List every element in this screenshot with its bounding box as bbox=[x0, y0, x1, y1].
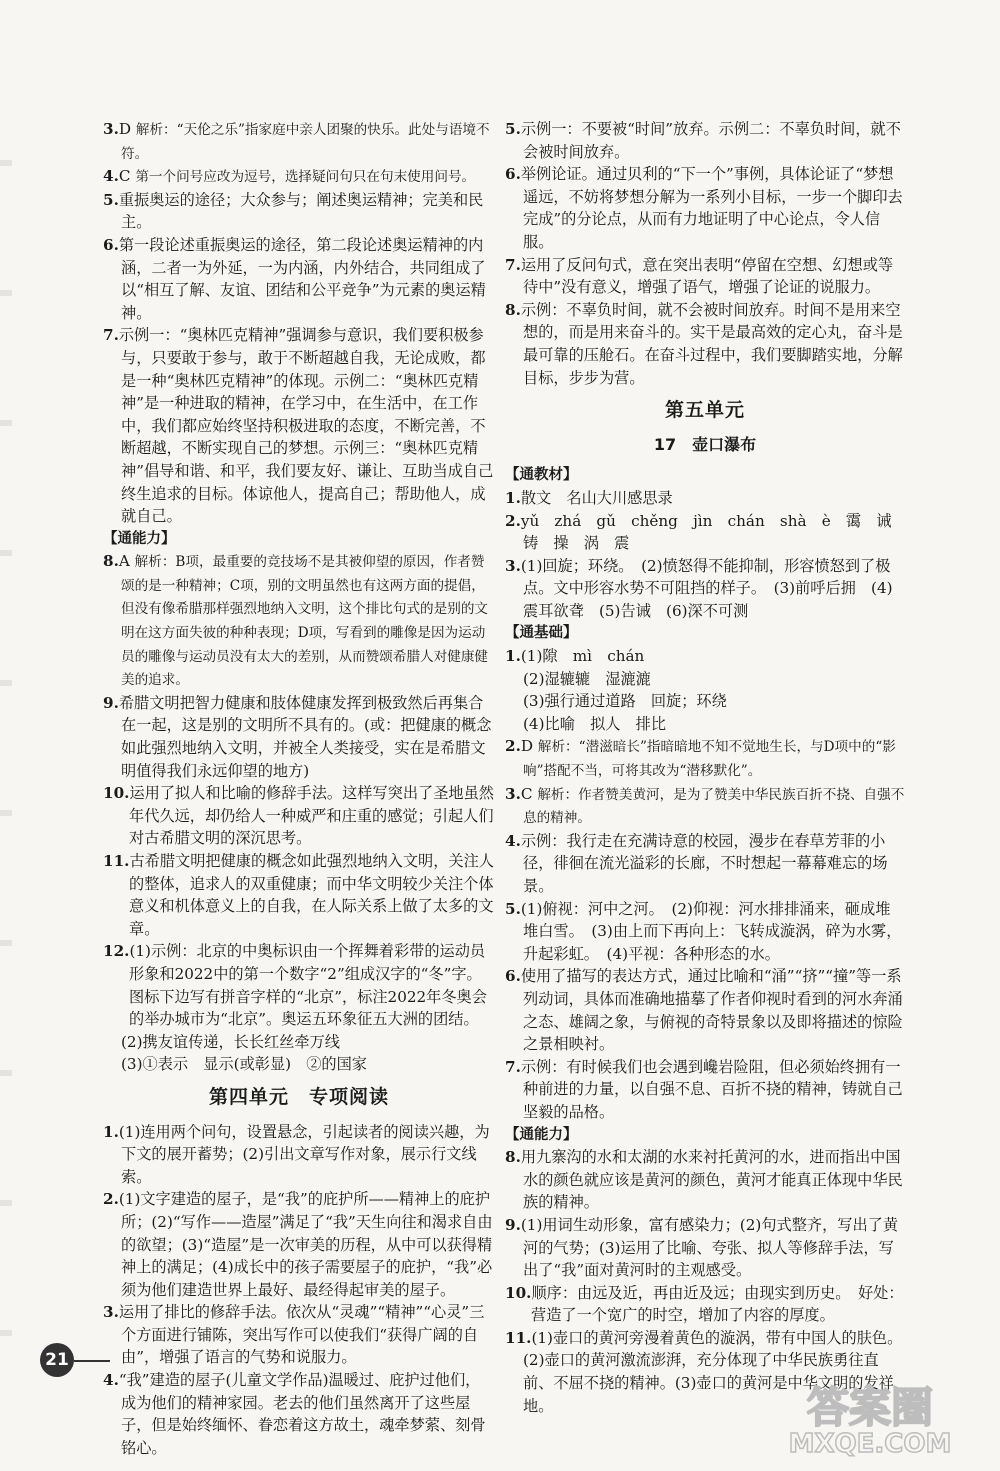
answer-text: yǔ zhá gǔ chěng jìn chán shà è 霭 诫 铸 操 涡 震 bbox=[520, 511, 907, 553]
answer-number: 6. bbox=[505, 165, 521, 184]
answer-item bbox=[505, 1146, 905, 1214]
answer-item bbox=[103, 1188, 495, 1301]
answer-text: 重振奥运的途径；大众参与；阐述奥运精神；完美和民主。 bbox=[118, 190, 484, 232]
answer-item bbox=[505, 830, 905, 898]
section-tag: 【通能力】 bbox=[505, 1126, 578, 1143]
unit-heading: 第四单元 专项阅读 bbox=[208, 1085, 389, 1108]
answer-number: 11. bbox=[505, 1328, 532, 1347]
answer-text: 运用了排比的修辞手法。依次从“灵魂”“精神”“心灵”三个方面进行铺陈，突出写作可以使我们“获得广阔的自由”，增强了语言的气势和说服力。 bbox=[118, 1303, 485, 1367]
answer-number: 10. bbox=[103, 784, 130, 803]
answer-text: 用九寨沟的水和太湖的水来衬托黄河的水，进而指出中国水的颜色就应该是黄河的颜色，黄河才能真正体现中华民族的精神。 bbox=[520, 1148, 903, 1212]
answer-text: (1)连用两个问句，设置悬念，引起读者的阅读兴趣，为下文的展开蓄势；(2)引出文章写作对象，展示行文线索。 bbox=[118, 1122, 490, 1186]
answer-number: 2. bbox=[505, 511, 521, 530]
answer-analysis: 解析：“天伦之乐”指家庭中亲人团聚的快乐。此处与语境不符。 bbox=[121, 122, 490, 162]
answer-item bbox=[103, 782, 495, 850]
answer-subitem: (2)携友谊传递，长长红丝牵万线 bbox=[121, 1032, 340, 1051]
answer-text: 第一段论述重振奥运的途径，第二段论述奥运精神的内涵，二者一为外延，一为内涵，内外结合，共同组成了以“相互了解、友谊、团结和公平竞争”为元素的奥运精神。 bbox=[118, 235, 486, 322]
answer-number: 9. bbox=[505, 1215, 521, 1234]
answer-number: 8. bbox=[103, 552, 119, 571]
answer-number: 2. bbox=[103, 1190, 119, 1209]
section-tag: 【通教材】 bbox=[505, 467, 578, 484]
answer-text: (1)回旋；环绕。 (2)愤怒得不能抑制，形容愤怒到了极点。文中形容水势不可阻挡的样子。 (3)前呼后拥 (4)震耳欲聋 (5)告诫 (6)深不可测 bbox=[520, 556, 893, 620]
watermark-graphic bbox=[770, 1378, 970, 1458]
answer-item bbox=[103, 550, 495, 692]
answer-text: 顺序：由远及近，再由近及远；由现实到历史。 好处：营造了一个宽广的时空，增加了内容的厚度。 bbox=[531, 1283, 904, 1325]
answer-item bbox=[103, 189, 495, 234]
answer-number: 4. bbox=[103, 1371, 119, 1390]
answer-number: 3. bbox=[505, 556, 521, 575]
answer-number: 11. bbox=[103, 852, 130, 870]
answer-text: (1)俯视：河中之河。 (2)仰视：河水排排涌来，砸成堆堆白雪。 (3)由上而下再向上：飞转成漩涡，碎为水雾，升起彩虹。 (4)平视：各种形态的水。 bbox=[520, 899, 902, 963]
right-column bbox=[505, 118, 905, 1417]
answer-text: 示例一：不要被“时间”放弃。示例二：不辜负时间，就不会被时间放弃。 bbox=[520, 120, 901, 161]
watermark-url: MXQE.COM bbox=[788, 1429, 952, 1458]
answer-item bbox=[103, 1301, 495, 1369]
watermark-logo bbox=[770, 1378, 970, 1458]
answer-item bbox=[505, 1056, 905, 1124]
answer-number: 4. bbox=[505, 831, 521, 850]
answer-text: C bbox=[118, 167, 136, 186]
answer-text: 散文 名山大川感思录 bbox=[520, 488, 673, 507]
answer-text: D bbox=[520, 737, 538, 756]
answer-number: 7. bbox=[103, 326, 119, 345]
unit-heading: 第五单元 bbox=[664, 399, 745, 422]
answer-number: 5. bbox=[505, 899, 521, 918]
answer-subitem: (4)比喻 拟人 排比 bbox=[523, 714, 667, 733]
answer-item bbox=[505, 487, 905, 510]
watermark-brand: 答案圈 bbox=[806, 1383, 934, 1432]
answer-number: 1. bbox=[505, 488, 521, 507]
answer-text: D bbox=[118, 120, 136, 138]
answer-number: 1. bbox=[505, 647, 521, 666]
answer-text: 运用了反问句式，意在突出表明“停留在空想、幻想或等待中”没有意义，增强了语气，增强了论证的说服力。 bbox=[520, 255, 894, 297]
answer-number: 1. bbox=[103, 1122, 119, 1141]
answer-item bbox=[505, 1214, 905, 1282]
answer-text: 希腊文明把智力健康和肢体健康发挥到极致然后再集合在一起，这是别的文明所不具有的。(或：把健康的概念如此强烈地纳入文明，并被全人类接受，实在是希腊文明值得我们永远仰望的地方) bbox=[118, 693, 492, 780]
answer-analysis: 解析：作者赞美黄河，是为了赞美中华民族百折不挠、自强不息的精神。 bbox=[523, 786, 905, 827]
answer-number: 3. bbox=[505, 784, 521, 803]
answer-number: 3. bbox=[103, 120, 119, 138]
answer-item bbox=[505, 510, 905, 555]
answer-text: (1)隙 mì chán bbox=[520, 647, 645, 666]
answer-number: 10. bbox=[505, 1283, 532, 1302]
answer-number: 4. bbox=[103, 167, 119, 186]
answer-item bbox=[103, 165, 495, 189]
answer-text: 举例论证。通过贝利的“下一个”事例，具体论证了“梦想遥远，不妨将梦想分解为一系列小目标，一步一个脚印去完成”的分论点，从而有力地证明了中心论点，令人信服。 bbox=[520, 165, 903, 251]
answer-subitem: (3)强行通过道路 回旋；环绕 bbox=[523, 692, 727, 711]
answer-subitem: (2)湿辘辘 湿漉漉 bbox=[523, 669, 651, 688]
answer-item bbox=[103, 940, 495, 1030]
answer-number: 6. bbox=[505, 967, 521, 986]
answer-item bbox=[505, 118, 905, 163]
section-tag: 【通基础】 bbox=[505, 625, 578, 642]
answer-subitem: (2)壶口的黄河激流澎湃，充分体现了中华民族勇往直前、不屈不挠的精神。(3)壶口的黄河是中华文明的发祥地。 bbox=[523, 1351, 894, 1415]
answer-text: (1)文字建造的屋子，是“我”的庇护所——精神上的庇护所；(2)“写作——造屋”满足了“我”天生向往和渴求自由的欲望；(3)“造屋”是一次审美的历程，从中可以获得精神上的满足；(4)成长中的孩子需要屋子的庇护，“我”必须为他们建造世界上最好、最经得起审美的屋子。 bbox=[118, 1190, 493, 1299]
answer-number: 9. bbox=[103, 693, 119, 712]
answer-item bbox=[505, 783, 905, 830]
answer-item bbox=[103, 692, 495, 782]
answer-item bbox=[505, 1327, 905, 1350]
answer-subitem: (3)①表示 显示(或彰显) ②的国家 bbox=[121, 1055, 367, 1074]
answer-text: A bbox=[118, 552, 135, 571]
answer-item bbox=[505, 1282, 905, 1327]
answer-text: 示例：有时候我们也会遇到巉岩险阻，但必须始终拥有一种前进的力量，以自强不息、百折不挠的精神，铸就自己坚毅的品格。 bbox=[520, 1057, 903, 1121]
page-number-rule bbox=[74, 1360, 110, 1362]
lesson-heading: 17 壶口瀑布 bbox=[653, 434, 757, 454]
answer-text: 使用了描写的表达方式，通过比喻和“涌”“挤”“撞”等一系列动词，具体而准确地描摹了作者仰视时看到的河水奔涌之态、雄阔之象，与俯视的奇特景象以及即将描述的惊险之景相映衬。 bbox=[520, 967, 903, 1054]
page-number-badge: 21 bbox=[40, 1343, 74, 1377]
answer-number: 8. bbox=[505, 1148, 521, 1167]
answer-analysis: 解析：B项，最重要的竞技场不是其被仰望的原因，作者赞颂的是一种精神；C项，别的文明虽然也有这两方面的提倡，但没有像希腊那样强烈地纳入文明，这个排比句式的是别的文明在这方面失彼的种种表现；D项，写看到的雕像是因为运动员的雕像与运动员没有太大的差别，从而赞颂希腊人对健康健美的追求。 bbox=[121, 554, 489, 689]
answer-item bbox=[505, 735, 905, 782]
answer-item bbox=[505, 965, 905, 1055]
answer-number: 5. bbox=[505, 120, 521, 138]
answer-text: C bbox=[520, 784, 538, 803]
answer-item bbox=[505, 555, 905, 623]
answer-item bbox=[103, 1369, 495, 1459]
answer-analysis: 第一个问号应改为逗号，选择疑问句只在句末使用问号。 bbox=[135, 169, 476, 186]
section-tag: 【通能力】 bbox=[103, 530, 176, 547]
answer-item bbox=[505, 254, 905, 299]
left-column bbox=[103, 118, 495, 1459]
answer-text: (1)用词生动形象，富有感染力；(2)句式整齐，写出了黄河的气势；(3)运用了比喻、夸张、拟人等修辞手法，写出了“我”面对黄河时的主观感受。 bbox=[520, 1215, 899, 1280]
answer-text: 古希腊文明把健康的概念如此强烈地纳入文明，关注人的整体，追求人的双重健康；而中华文明较少关注个体意义和机体意义上的自我，在人际关系上做了太多的文章。 bbox=[129, 852, 494, 938]
answer-number: 6. bbox=[103, 235, 119, 254]
answer-number: 12. bbox=[103, 942, 130, 961]
answer-number: 5. bbox=[103, 190, 119, 209]
answer-item bbox=[103, 234, 495, 324]
answer-number: 7. bbox=[505, 255, 521, 274]
answer-analysis: 解析：“潜滋暗长”指暗暗地不知不觉地生长，与D项中的“影响”搭配不当，可将其改为“潜移默化”。 bbox=[523, 739, 896, 780]
answer-text: “我”建造的屋子(儿童文学作品)温暖过、庇护过他们，成为他们的精神家园。老去的他们虽然离开了这些屋子，但是始终缅怀、眷恋着这方故土，魂牵梦萦、刻骨铭心。 bbox=[118, 1371, 486, 1457]
answer-number: 3. bbox=[103, 1303, 119, 1322]
answer-text: 示例：不辜负时间，就不会被时间放弃。时间不是用来空想的，而是用来奋斗的。实干是最高效的定心丸，奋斗是最可靠的压舱石。在奋斗过程中，我们要脚踏实地，分解目标，步步为营。 bbox=[520, 300, 903, 387]
answer-text: 示例一：“奥林匹克精神”强调参与意识，我们要积极参与，只要敢于参与，敢于不断超越自我，无论成败，都是一种“奥林匹克精神”的体现。示例二：“奥林匹克精神”是一种进取的精神，在学习中，在生活中，在工作中，我们都应始终坚持积极进取的态度，不断完善，不断超越，不断实现自己的梦想。示例三：“奥林匹克精神”倡导和谐、和平，我们要友好、谦让、互助当成自己终生追求的目标。体谅他人，提高自己；帮助他人，成就自己。 bbox=[118, 326, 494, 526]
answer-text: (1)壶口的黄河旁漫着黄色的漩涡，带有中国人的肤色。 bbox=[531, 1328, 903, 1347]
answer-item bbox=[505, 299, 905, 389]
answer-item bbox=[103, 324, 495, 527]
answer-item bbox=[103, 850, 495, 940]
answer-text: 示例：我行走在充满诗意的校园，漫步在春草芳菲的小径，徘徊在流光溢彩的长廊，不时想起一幕幕难忘的场景。 bbox=[520, 831, 888, 895]
answer-item bbox=[103, 1121, 495, 1189]
answer-number: 2. bbox=[505, 737, 521, 756]
page-binding-edge bbox=[0, 100, 12, 1350]
answer-text: 运用了拟人和比喻的修辞手法。这样写突出了圣地虽然年代久远，却仍给人一种威严和庄重的感觉；引起人们对古希腊文明的深沉思考。 bbox=[129, 784, 494, 848]
answer-item bbox=[103, 118, 495, 165]
answer-text: (1)示例：北京的中奥标识由一个挥舞着彩带的运动员形象和2022中的第一个数字“2”组成汉字的“冬”字。图标下边写有拼音字样的“北京”，标注2022年冬奥会的举办城市为“北京”。奥运五环象征五大洲的团结。 bbox=[129, 942, 487, 1029]
answer-number: 8. bbox=[505, 300, 521, 319]
answer-item bbox=[505, 898, 905, 966]
answer-item bbox=[505, 163, 905, 253]
page-number bbox=[30, 1341, 108, 1379]
answer-number: 7. bbox=[505, 1057, 521, 1076]
answer-item bbox=[505, 645, 905, 668]
